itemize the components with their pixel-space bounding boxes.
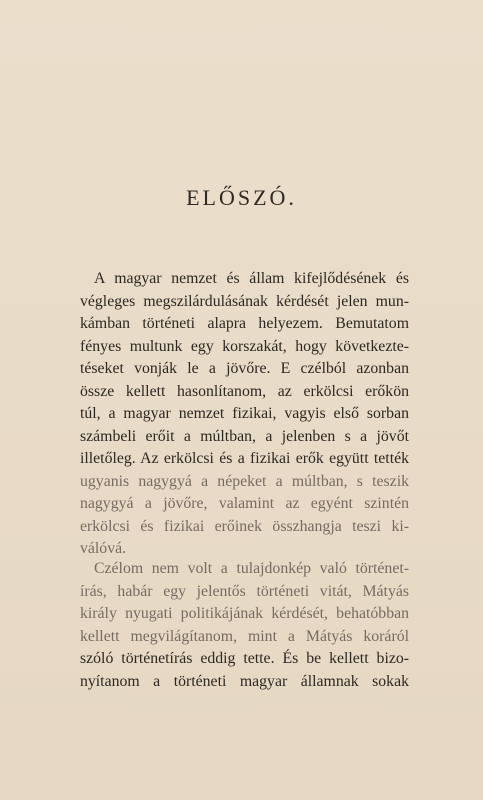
text-line: kámban történeti alapra helyezem. Bemutatom — [80, 315, 409, 332]
text-line: téseket vonják le a jövőre. E czélból azonban — [80, 360, 409, 377]
text-line: túl, a magyar nemzet fizikai, vagyis első sorban — [80, 405, 409, 422]
paragraph-1 — [80, 268, 409, 561]
paragraph-2 — [80, 558, 409, 693]
text-line: nagygyá a jövőre, valamint az egyént szintén — [80, 495, 409, 512]
text-line: nyítanom a történeti magyar államnak sokak — [80, 672, 409, 690]
text-line: írás, habár egy jelentős történeti vitát, Mátyás — [80, 582, 409, 600]
text-line: illetőleg. Az erkölcsi és a fizikai erők együtt tették — [80, 450, 409, 467]
text-line: számbeli erőit a múltban, a jelenben s a jövőt — [80, 427, 409, 445]
text-line: végleges megszilárdulásának kérdését jelen mun- — [80, 292, 409, 310]
text-line: össze kellett hasonlítanom, az erkölcsi erőkön — [80, 382, 409, 400]
text-line: Czélom nem volt a tulajdonkép való történet- — [94, 560, 409, 577]
text-line: ugyanis nagygyá a népeket a múltban, s teszik — [80, 472, 409, 490]
text-line: A magyar nemzet és állam kifejlődésének és — [94, 270, 409, 287]
text-line: erkölcsi és fizikai erőinek összhangja teszi ki- — [80, 517, 409, 535]
text-line: király nyugati politikájának kérdését, behatóbban — [80, 605, 409, 622]
chapter-heading: ELŐSZÓ. — [186, 185, 297, 210]
text-line: kellett megvilágítanom, mint a Mátyás koráról — [80, 627, 409, 645]
text-line: válóvá. — [80, 540, 127, 557]
text-line: fényes multunk egy korszakát, hogy következte- — [80, 337, 409, 355]
text-line: szóló történetírás eddig tette. És be kellett bizo- — [80, 650, 409, 667]
